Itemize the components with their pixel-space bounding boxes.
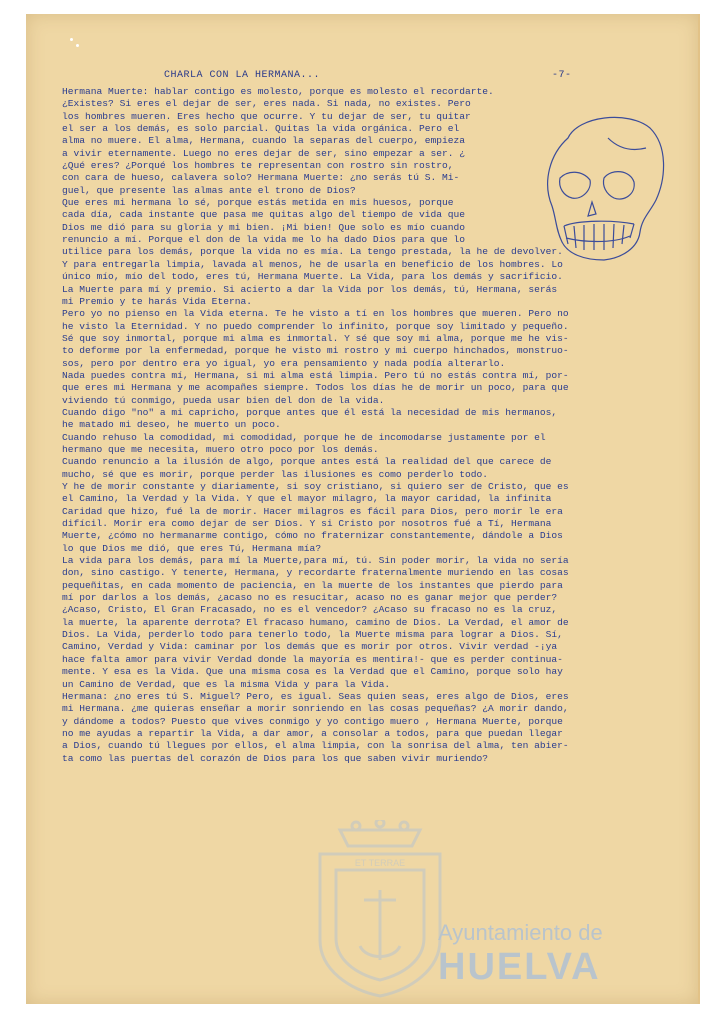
text-line: un Camino de Verdad, que es la misma Vida y para la Vida. [62,678,391,690]
text-line: ¿Existes? Si eres el dejar de ser, eres nada. Si nada, no existes. Pero [62,98,471,110]
text-line: la muerte, la aparente derrota? El fracaso humano, camino de Dios. La Verdad, el amor de [62,616,569,628]
skull-drawing-icon [538,108,670,270]
text-line: a vivir eternamente. Luego no eres dejar de ser, sino empezar a ser. ¿ [62,147,466,159]
text-line: el Camino, la Verdad y la Vida. Y que el mayor milagro, la mayor caridad, la infinita [62,493,552,505]
paper-hole [76,44,79,47]
text-line: renuncio a mí. Porque el don de la vida me lo ha dado Dios para que lo [62,234,466,246]
watermark-motto: ET TERRAE [354,858,406,868]
document-title: CHARLA CON LA HERMANA... [164,70,321,81]
text-line: mí por darlos a los demás, ¿acaso no es resucitar, acaso no es ganar mejor que perder? [62,592,558,604]
text-line: ta como las puertas del corazón de Dios para los que saben vivir muriendo? [62,752,489,764]
text-line: Cuando rehuso la comodidad, mi comodidad, porque he de incomodarse justamente por el [62,431,546,443]
watermark-line-1: Ayuntamiento de [438,920,603,945]
text-line: y dándome a todos? Puesto que vives conmigo y yo contigo muero , Hermana Muerte, porque [62,715,563,727]
text-line: que eres mi Hermana y me acompañes siempre. Todos los días he de morir un poco, para que [62,382,569,394]
watermark-line-2: HUELVA [438,946,601,988]
text-line: sos, pero por dentro era yo igual, yo era pensamiento y nada podía alterarlo. [62,357,506,369]
text-line: utilice para los demás, porque la vida no es mía. La tengo prestada, la he de devolver. [62,246,563,258]
text-line: difícil. Morir era como dejar de ser Dios. Y si Cristo por nosotros fué a Tí, Hermana [62,518,552,530]
text-line: no me ayudas a repartir la Vida, a dar amor, a consolar a todos, para que puedan llegar [62,727,563,739]
text-line: hermano que me necesita, muero otro poco por los demás. [62,443,379,455]
text-line: Sé que soy inmortal, porque mi alma es inmortal. Y sé que soy mi alma, porque me he vis- [62,332,569,344]
text-line: Nada puedes contra mí, Hermana, si mi alma está limpia. Pero tú no estás contra mí, por- [62,369,569,381]
text-line: Camino, Verdad y Vida: caminar por los demás que es morir por otros. Vivir verdad -¡ya [62,641,558,653]
text-line: mi Premio y te harás Vida Eterna. [62,295,252,307]
text-line: Dios. La Vida, perderlo todo para tenerlo todo, la Muerte misma para lograr a Dios. Sí, [62,629,563,641]
text-line: ¿Acaso, Cristo, El Gran Fracasado, no es el vencedor? ¿Acaso su fracaso no es la cruz, [62,604,558,616]
text-line: con cara de hueso, calavera solo? Hermana Muerte: ¿no serás tú S. Mi- [62,172,460,184]
text-line: Muerte, ¿cómo no hermanarme contigo, cómo no fraternizar constantemente, dándole a Dios [62,530,563,542]
text-line: he matado mi deseo, he muerto un poco. [62,419,281,431]
text-line: cada día, cada instante que pasa me quitas algo del tiempo de vida que [62,209,466,221]
page-number: -7- [552,70,572,81]
text-line: lo que Dios me dió, que eres Tú, Hermana mía? [62,542,322,554]
text-line: La Muerte para mí y premio. Si acierto a dar la Vida por los demás, tú, Hermana, serás [62,283,558,295]
text-line: Que eres mi hermana lo sé, porque estás metida en mis huesos, porque [62,197,454,209]
text-line: don, sino castigo. Y tenerte, Hermana, y recordarte fraternalmente muriendo en las cosas [62,567,569,579]
text-line: Hermana Muerte: hablar contigo es molesto, porque es molesto el recordarte. [62,86,494,97]
text-line: mente. Y esa es la Vida. Que una misma cosa es la Verdad que el Camino, porque solo hay [62,666,563,678]
text-line: Y para entregarla limpia, lavada al menos, he de usarla en beneficio de los hombres. Lo [62,258,563,270]
text-line: los hombres mueren. Eres hecho que ocurre. Y tu dejar de ser, tu quitar [62,110,471,122]
text-line: alma no muere. El alma, Hermana, cuando la separas del cuerpo, empieza [62,135,466,147]
text-line: Hermana: ¿no eres tú S. Miguel? Pero, es igual. Seas quien seas, eres algo de Dios, eres [62,690,569,702]
text-line: Caridad que hizo, fué la de morir. Hacer milagros es fácil para Dios, pero morir le era [62,505,563,517]
text-line: único mío, mío del todo, eres tú, Hermana Muerte. La Vida, para los demás y sacrificio. [62,271,563,283]
text-line: mucho, sé que es morir, porque perder las ilusiones es como perderlo todo. [62,468,489,480]
text-line: guel, que presente las almas ante el trono de Dios? [62,184,356,196]
paper-hole [70,38,73,41]
text-line: Cuando renuncio a la ilusión de algo, porque antes está la realidad del que carece de [62,456,552,468]
text-line: Dios me dió para su gloria y mi bien. ¡Mi bien! Que solo es mío cuando [62,221,466,233]
text-line: el ser a los demás, es solo parcial. Quitas la vida orgánica. Pero el [62,123,460,135]
text-line: Pero yo no pienso en la Vida eterna. Te he visto a tí en los hombres que mueren. Pero no [62,308,569,320]
text-line: mi Hermana. ¿me quieras enseñar a morir sonriendo en las cosas pequeñas? ¿A morir dando, [62,703,569,715]
text-line: Cuando digo "no" a mi capricho, porque antes que él está la necesidad de mis hermanos, [62,406,558,418]
text-line: Y he de morir constante y diariamente, si soy cristiano, si quiero ser de Cristo, que es [62,481,569,492]
text-line: ¿Qué eres? ¿Porqué los hombres te representan con rostro sin rostro, [62,160,454,172]
text-line: to deforme por la enfermedad, porque he visto mi rostro y mi cuerpo hinchados, monstruo- [62,345,569,357]
text-line: La vida para los demás, para mí la Muerte,para mí, tú. Sin poder morir, la vida no sería [62,555,569,567]
text-line: viviendo tú conmigo, pueda usar bien del don de la vida. [62,394,385,406]
text-line: pequeñitas, en cada momento de paciencia, en la muerte de los instantes que pierdo para [62,579,563,591]
text-line: hace falta amor para vivir Verdad donde la mayoría es mentira!- que es perder continua- [62,653,563,665]
text-line: a Dios, cuando tú llegues por ellos, el alma limpia, con la sonrisa del alma, ten abier- [62,740,569,752]
text-line: he visto la Eternidad. Y no puedo comprender lo infinito, porque soy limitado y pequeño. [62,320,569,332]
